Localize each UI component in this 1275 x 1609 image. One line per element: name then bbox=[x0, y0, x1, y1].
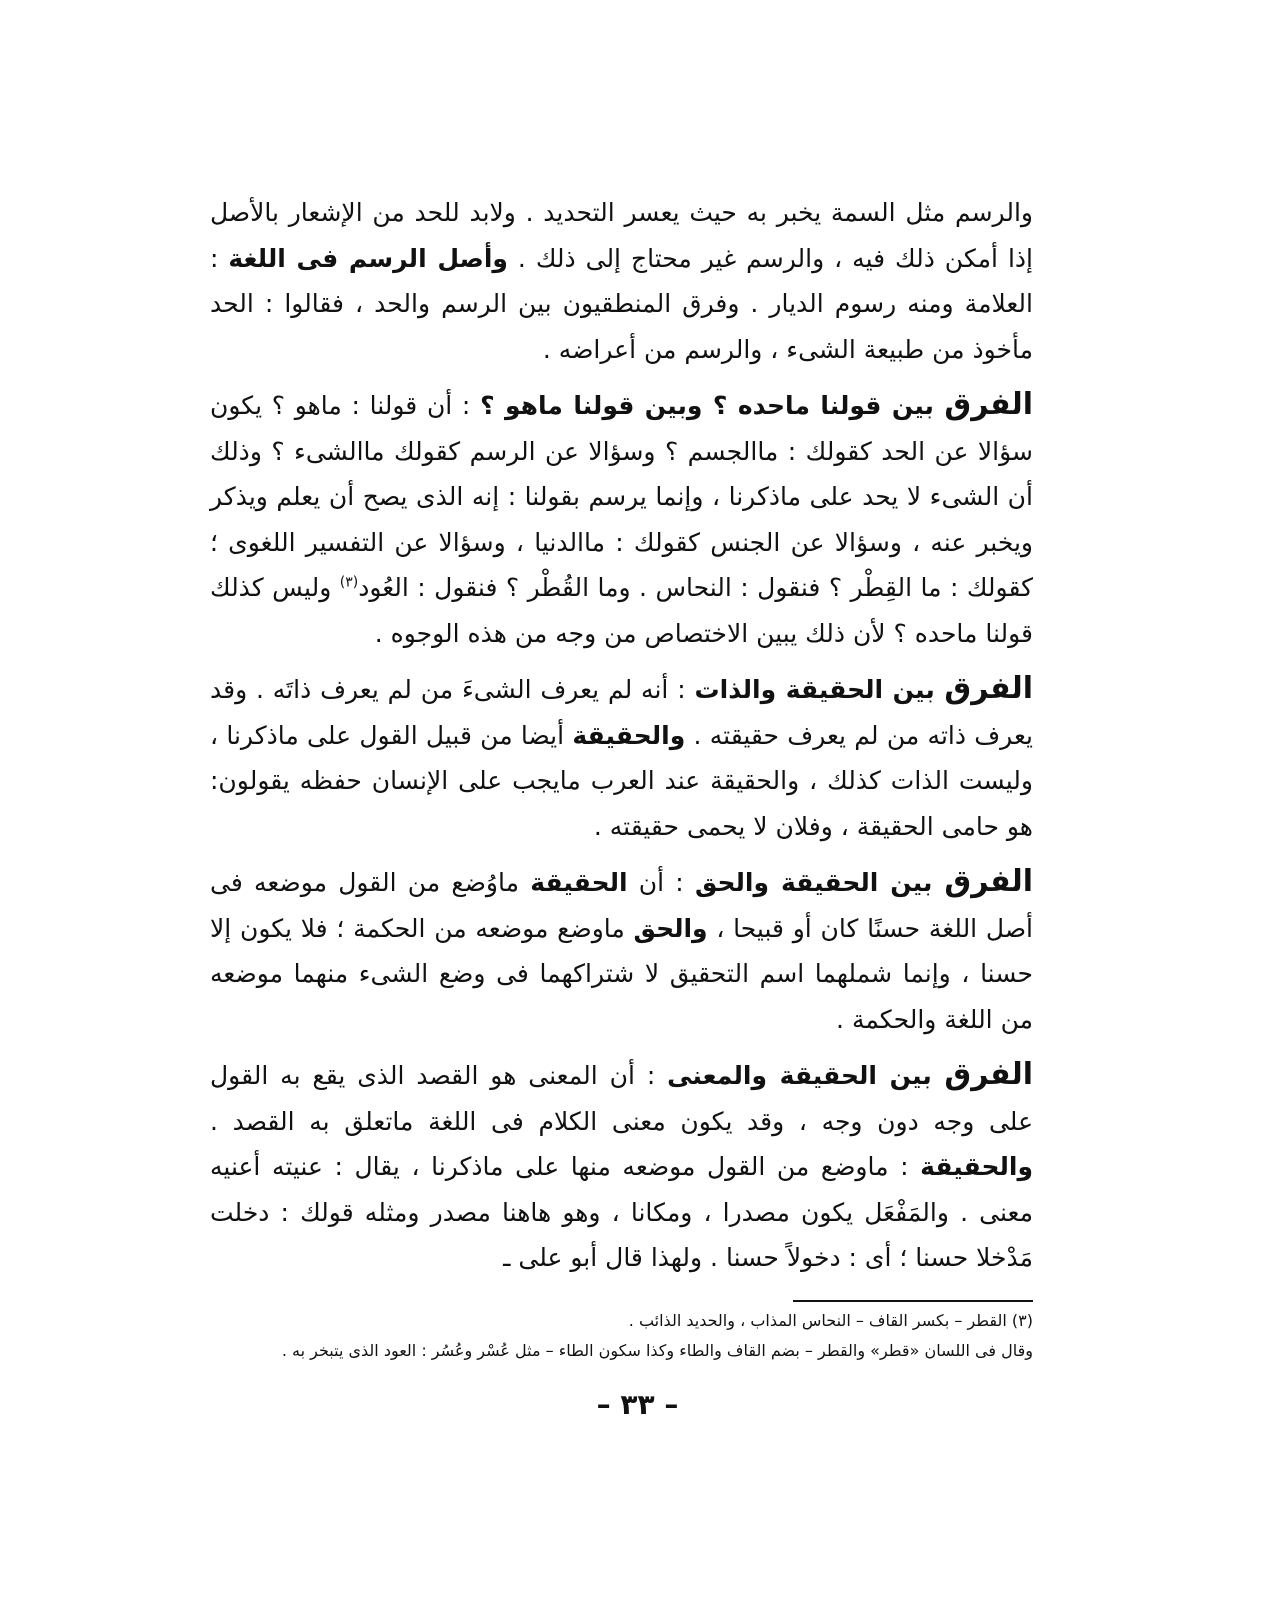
paragraph-text: والحق bbox=[633, 913, 708, 943]
paragraph-text: الحقيقة bbox=[530, 868, 628, 897]
paragraph-text: ماوُضع من القول موضعه فى أصل اللغة حسنًا كان أو قبيحا ، bbox=[210, 868, 1033, 943]
paragraph-text: والحقيقة bbox=[572, 720, 686, 750]
paragraph-text: : العلامة ومنه رسوم الديار . وفرق المنطقيون بين الرسم والحد ، فقالوا : الحد مأخوذ من طبيعة الشىء ، والرسم من أعراضه . bbox=[210, 243, 1033, 364]
paragraph bbox=[210, 190, 1033, 372]
paragraph-heading bbox=[694, 671, 1034, 706]
heading-text: بين الحقيقة والمعنى bbox=[667, 1061, 945, 1090]
paragraph-text: أيضا من قبيل القول على ماذكرنا ، وليست الذات كذلك ، والحقيقة عند العرب مايجب على الإنسان حفظه يقولون: هو حامى الحقيقة ، وفلان لا يحمى حقيقته . bbox=[210, 720, 1033, 841]
paragraph-text: : أنه لم يعرف الشىءَ من لم يعرف ذاتَه . وقد يعرف ذاته من لم يعرف حقيقته . bbox=[210, 675, 1033, 750]
paragraph-text: ماوضع موضعه من الحكمة ؛ فلا يكون إلا حسنا ، وإنما شملهما اسم التحقيق لا شتراكهما فى وضع الشىء منهما موضعه من اللغة والحكمة . bbox=[210, 913, 1033, 1034]
paragraph-text: : أن bbox=[627, 868, 695, 897]
heading-text: بين قولنا ماحده ؟ وبين قولنا ماهو ؟ bbox=[480, 391, 945, 420]
page-body bbox=[210, 190, 1033, 1291]
paragraph-heading bbox=[480, 387, 1033, 422]
paragraph-text: : ماوضع من القول موضعه منها على ماذكرنا ، يقال : عنيته أعنيه معنى . والمَفْعَل يكون مصدرا ، ومكانا ، وهو هاهنا مصدر ومثله قولك : دخلت مَدْخلا حسنا ؛ أى : دخولاً حسنا . ولهذا قال أبو على ـ bbox=[210, 1152, 1033, 1272]
footnotes bbox=[210, 1306, 1033, 1366]
paragraph bbox=[210, 1052, 1033, 1281]
paragraph-text: وأصل الرسم فى اللغة bbox=[228, 243, 508, 273]
heading-keyword: الفرق bbox=[944, 864, 1033, 899]
heading-text: بين الحقيقة والذات bbox=[694, 675, 945, 704]
paragraph-text: والرسم مثل السمة يخبر به حيث يعسر التحديد . ولابد للحد من الإشعار بالأصل إذا أمكن ذلك فيه ، والرسم غير محتاج إلى ذلك . bbox=[210, 198, 1033, 273]
heading-text: بين الحقيقة والحق bbox=[694, 868, 945, 897]
heading-keyword: الفرق bbox=[944, 387, 1033, 422]
paragraph bbox=[210, 859, 1033, 1042]
paragraph-text: : أن قولنا : ماهو ؟ يكون سؤالا عن الحد كقولك : ماالجسم ؟ وسؤالا عن الرسم كقولك ماالشىء ؟ وذلك أن الشىء لا يحد على ماذكرنا ، وإنما يرسم بقولنا : إنه الذى يصح أن يعلم ويذكر ويخبر عنه ، وسؤالا عن الجنس كقولك : ماالدنيا ، وسؤالا عن التفسير اللغوى ؛ كقولك : ما القِطْر ؟ فنقول : النحاس . وما القُطْر ؟ فنقول : العُود bbox=[210, 391, 1033, 602]
footnote-marker: (٣) bbox=[339, 574, 359, 591]
paragraph bbox=[210, 382, 1033, 656]
paragraph bbox=[210, 666, 1033, 849]
page-number: – ٣٣ – bbox=[596, 1388, 679, 1421]
paragraph-heading bbox=[694, 864, 1033, 899]
footnote-divider bbox=[793, 1300, 1033, 1302]
footnote-line: وقال فى اللسان «قطر» والقطر – بضم القاف والطاء وكذا سكون الطاء – مثل عُسْر وعُسُر : العود الذى يتبخر به . bbox=[281, 1341, 1033, 1360]
heading-keyword: الفرق bbox=[944, 671, 1033, 706]
footnote-line: (٣) القطر – بكسر القاف – النحاس المذاب ، والحديد الذائب . bbox=[628, 1311, 1033, 1330]
paragraph-text: وليس كذلك قولنا ماحده ؟ لأن ذلك يبين الاختصاص من وجه من هذه الوجوه . bbox=[210, 573, 1033, 648]
paragraph-heading bbox=[667, 1057, 1033, 1092]
heading-keyword: الفرق bbox=[944, 1057, 1033, 1092]
paragraph-text: والحقيقة bbox=[920, 1152, 1033, 1181]
paragraph-text: : أن المعنى هو القصد الذى يقع به القول على وجه دون وجه ، وقد يكون معنى الكلام فى اللغة ماتعلق به القصد . bbox=[210, 1061, 1033, 1136]
